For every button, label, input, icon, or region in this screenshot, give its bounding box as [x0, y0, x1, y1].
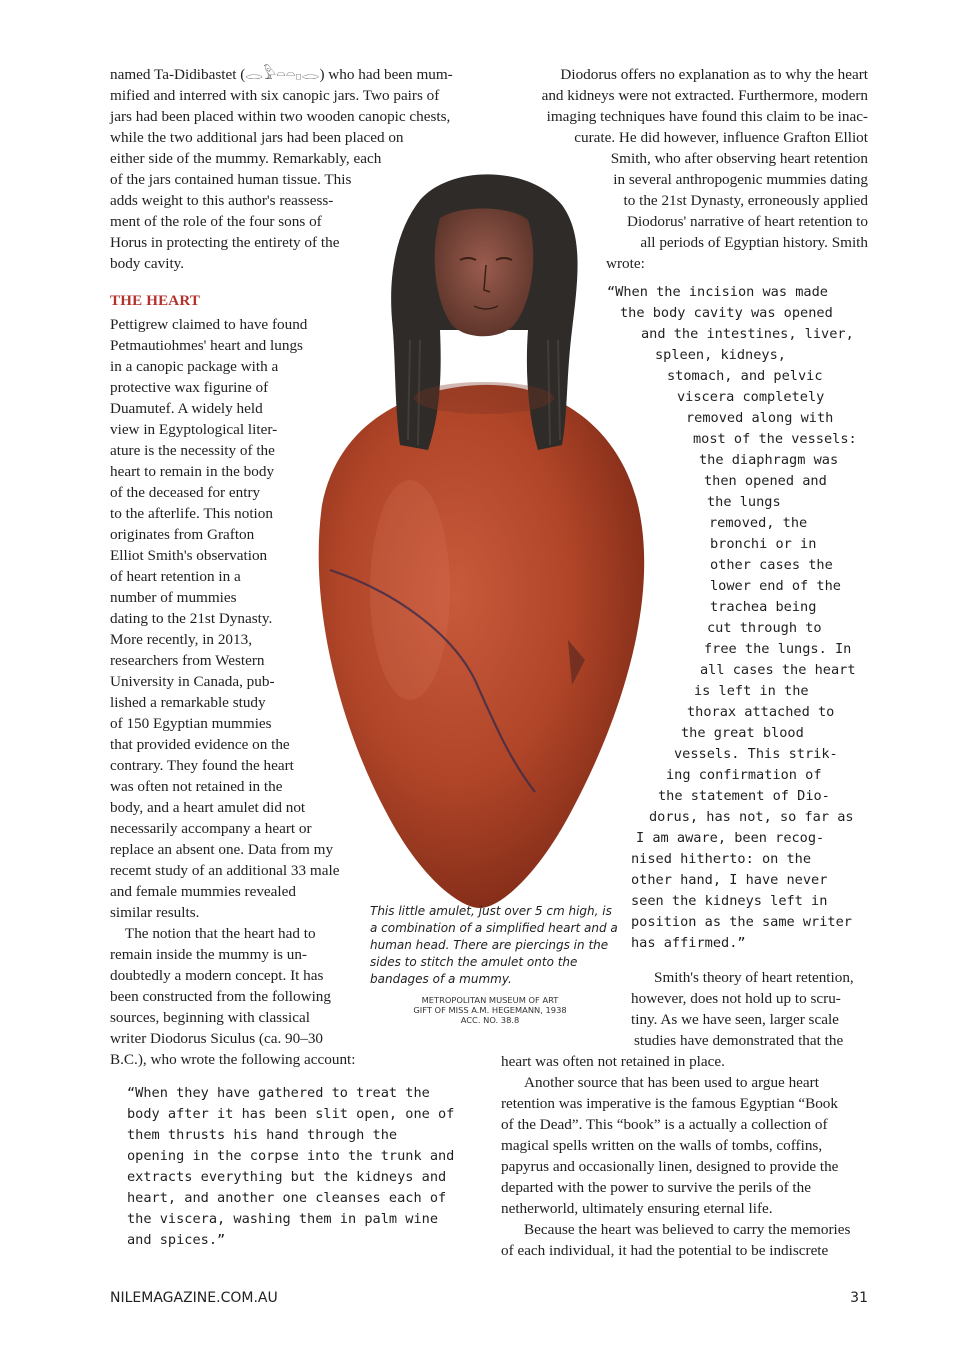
quote-line: free the lungs. In: [704, 641, 852, 657]
text-line: wrote:: [606, 255, 645, 272]
quote-line: I am aware, been recog-: [636, 830, 825, 846]
quote-line: position as the same writer: [631, 914, 852, 930]
text-line: of the jars contained human tissue. This: [110, 171, 352, 188]
text-line: imaging techniques have found this claim to be inac-: [546, 108, 868, 125]
quote-line: and spices.”: [127, 1232, 226, 1248]
text-line: heart to remain in the body: [110, 463, 275, 480]
text-line: researchers from Western: [110, 652, 265, 669]
text-line: of the deceased for entry: [110, 484, 261, 501]
quote-line: “When they have gathered to treat the: [127, 1085, 430, 1101]
text-line: tiny. As we have seen, larger scale: [631, 1011, 839, 1028]
text-line: contrary. They found the heart: [110, 757, 294, 774]
text-line: B.C.), who wrote the following account:: [110, 1051, 356, 1068]
quote-line: stomach, and pelvic: [667, 368, 823, 384]
text-line: More recently, in 2013,: [110, 631, 252, 648]
quote-line: all cases the heart: [700, 662, 856, 678]
quote-line: thorax attached to: [687, 704, 835, 720]
text-line: all periods of Egyptian history. Smith: [640, 234, 868, 251]
text-line: replace an absent one. Data from my: [110, 841, 334, 858]
text-line: of 150 Egyptian mummies: [110, 715, 272, 732]
quote-line: them thrusts his hand through the: [127, 1127, 398, 1143]
image-credit-line: ACC. NO. 38.8: [460, 1015, 520, 1025]
quote-line: dorus, has not, so far as: [649, 809, 854, 825]
text-line: body cavity.: [110, 255, 185, 272]
image-caption: This little amulet, just over 5 cm high, is a combination of a simplified heart and a human head. There are piercings in the sides to stitch the amulet onto the bandages of a mummy.: [370, 904, 618, 986]
text-line: Smith, who after observing heart retention: [610, 150, 868, 167]
image-credit-line: METROPOLITAN MUSEUM OF ART: [421, 995, 559, 1005]
quote-line: trachea being: [710, 599, 817, 615]
quote-line: extracts everything but the kidneys and: [127, 1169, 447, 1185]
text-line: view in Egyptological liter-: [110, 421, 278, 438]
text-line: adds weight to this author's reassess-: [110, 192, 334, 209]
text-line: in a canopic package with a: [110, 358, 279, 375]
quote-line: ing confirmation of: [666, 767, 822, 783]
text-line: Diodorus offers no explanation as to why the heart: [560, 66, 868, 83]
quote-line: seen the kidneys left in: [631, 893, 828, 909]
text-line: of each individual, it had the potential to be indiscrete: [501, 1242, 829, 1259]
quote-line: most of the vessels:: [693, 431, 857, 447]
quote-line: opening in the corpse into the trunk and: [127, 1148, 455, 1164]
text-line: necessarily accompany a heart or: [110, 820, 312, 837]
text-line: ature is the necessity of the: [110, 442, 275, 459]
text-line: netherworld, ultimately ensuring eternal life.: [501, 1200, 773, 1217]
text-line: body, and a heart amulet did not: [110, 799, 306, 816]
text-line: Another source that has been used to argue heart: [524, 1074, 819, 1091]
text-line: while the two additional jars had been placed on: [110, 129, 404, 146]
quote-line: bronchi or in: [710, 536, 817, 552]
quote-line: heart, and another one cleanses each of: [127, 1190, 447, 1206]
text-line: magical spells written on the walls of tombs, coffins,: [501, 1137, 823, 1154]
text-line: number of mummies: [110, 589, 237, 606]
image-credit-line: GIFT OF MISS A.M. HEGEMANN, 1938: [413, 1005, 567, 1015]
text-line: Petmautiohmes' heart and lungs: [110, 337, 303, 354]
text-line: named Ta-Didibastet (𓂋𓅱𓏏𓏏𓊪𓂋) who had been mum-: [110, 66, 453, 83]
text-line: curate. He did however, influence Grafton Elliot: [574, 129, 868, 146]
quote-line: removed, the: [709, 515, 808, 531]
page-number: 31: [850, 1290, 868, 1306]
text-line: of heart retention in a: [110, 568, 241, 585]
text-line: ment of the role of the four sons of: [110, 213, 322, 230]
quote-line: the great blood: [681, 725, 804, 741]
quote-line: then opened and: [704, 473, 827, 489]
text-line: mified and interred with six canopic jars. Two pairs of: [110, 87, 440, 104]
text-line: papyrus and occasionally linen, designed to provide the: [501, 1158, 839, 1175]
text-line: lished a remarkable study: [110, 694, 266, 711]
text-line: in several anthropogenic mummies dating: [613, 171, 868, 188]
quote-line: removed along with: [686, 410, 834, 426]
quote-line: other hand, I have never: [631, 872, 828, 888]
text-line: however, does not hold up to scru-: [631, 990, 841, 1007]
quote-line: the diaphragm was: [699, 452, 839, 468]
footer-site-link[interactable]: NILEMAGAZINE.COM.AU: [110, 1290, 278, 1306]
text-line: to the afterlife. This notion: [110, 505, 273, 522]
text-line: Elliot Smith's observation: [110, 547, 268, 564]
quote-line: the viscera, washing them in palm wine: [127, 1211, 438, 1227]
text-line: either side of the mummy. Remarkably, each: [110, 150, 382, 167]
section-heading: THE HEART: [110, 293, 201, 309]
quote-line: nised hitherto: on the: [631, 851, 812, 867]
text-line: University in Canada, pub-: [110, 673, 275, 690]
quote-line: cut through to: [707, 620, 822, 636]
quote-line: viscera completely: [677, 389, 825, 405]
quote-line: spleen, kidneys,: [655, 347, 786, 363]
quote-line: “When the incision was made: [607, 284, 828, 300]
text-line: was often not retained in the: [110, 778, 283, 795]
text-line: jars had been placed within two wooden canopic chests,: [110, 108, 451, 125]
text-line: doubtedly a modern concept. It has: [110, 967, 324, 984]
quote-line: and the intestines, liver,: [641, 326, 854, 342]
quote-line: the lungs: [707, 494, 781, 510]
quote-line: vessels. This strik-: [674, 746, 838, 762]
text-line: Diodorus' narrative of heart retention to: [626, 213, 868, 230]
text-line: and female mummies revealed: [110, 883, 296, 900]
text-line: Horus in protecting the entirety of the: [110, 234, 340, 251]
text-line: heart was often not retained in place.: [501, 1053, 725, 1070]
text-line: departed with the power to survive the perils of the: [501, 1179, 811, 1196]
heart-amulet-image: [300, 160, 660, 920]
text-line: The notion that the heart had to: [110, 925, 316, 942]
text-line: protective wax figurine of: [110, 379, 269, 396]
text-line: Because the heart was believed to carry the memories: [524, 1221, 851, 1238]
text-line: Duamutef. A widely held: [110, 400, 263, 417]
quote-line: lower end of the: [710, 578, 841, 594]
text-line: that provided evidence on the: [110, 736, 290, 753]
quote-line: has affirmed.”: [631, 935, 746, 951]
quote-line: body after it has been slit open, one of: [127, 1106, 455, 1122]
text-line: recemt study of an additional 33 male: [110, 862, 340, 879]
text-line: and kidneys were not extracted. Furthermore, modern: [541, 87, 868, 104]
text-line: sources, beginning with classical: [110, 1009, 310, 1026]
quote-line: other cases the: [710, 557, 833, 573]
text-line: been constructed from the following: [110, 988, 331, 1005]
text-line: originates from Grafton: [110, 526, 255, 543]
text-line: dating to the 21st Dynasty.: [110, 610, 273, 627]
text-line: similar results.: [110, 904, 200, 921]
quote-line: is left in the: [694, 683, 809, 699]
text-line: of the Dead”. This “book” is a actually a collection of: [501, 1116, 828, 1133]
text-line: Smith's theory of heart retention,: [654, 969, 854, 986]
text-line: retention was imperative is the famous Egyptian “Book: [501, 1095, 838, 1112]
text-line: writer Diodorus Siculus (ca. 90–30: [110, 1030, 324, 1047]
text-line: studies have demonstrated that the: [634, 1032, 844, 1049]
quote-line: the statement of Dio-: [658, 788, 830, 804]
text-line: Pettigrew claimed to have found: [110, 316, 308, 333]
text-line: remain inside the mummy is un-: [110, 946, 307, 963]
text-line: to the 21st Dynasty, erroneously applied: [623, 192, 868, 209]
quote-line: the body cavity was opened: [620, 305, 833, 321]
